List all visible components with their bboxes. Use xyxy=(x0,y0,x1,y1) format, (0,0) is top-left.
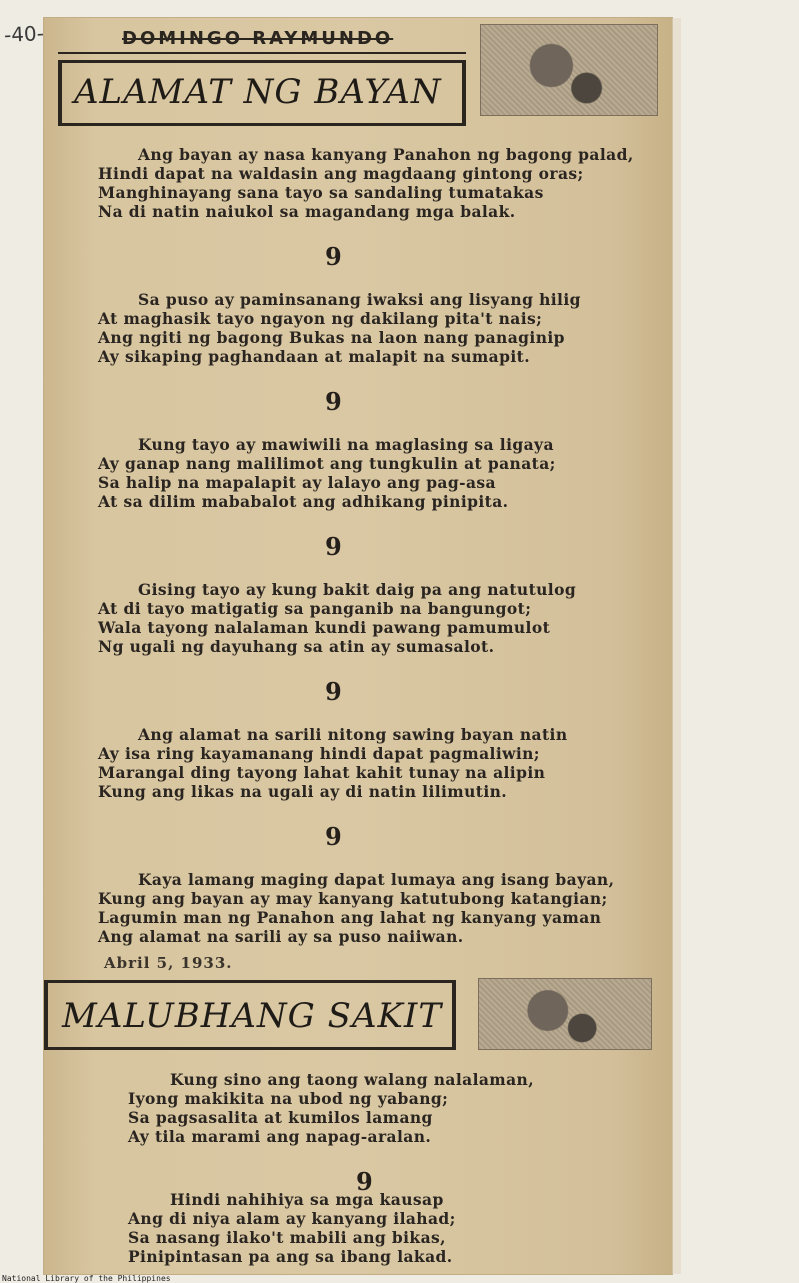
stanza-ornament: 6 xyxy=(325,241,342,270)
poem2-title: MALUBHANG SAKIT xyxy=(62,996,443,1036)
stanza-ornament: 6 xyxy=(325,386,342,415)
author-photo-bottom xyxy=(478,978,652,1050)
poem-line: Iyong makikita na ubod ng yabang; xyxy=(128,1089,449,1108)
poem-line: Hindi dapat na waldasin ang magdaang gintong oras; xyxy=(98,164,584,183)
poem-line: Ang di niya alam ay kanyang ilahad; xyxy=(128,1209,456,1228)
author-photo-top xyxy=(480,24,658,116)
poem-line: Sa pagsasalita at kumilos lamang xyxy=(128,1108,433,1127)
poem-line: Ay isa ring kayamanang hindi dapat pagmaliwin; xyxy=(98,744,540,763)
poem-line: Ang ngiti ng bagong Bukas na laon nang panaginip xyxy=(98,328,565,347)
poem-line: Kung sino ang taong walang nalalaman, xyxy=(170,1070,535,1089)
poem-line: Ang alamat na sarili ay sa puso naiiwan. xyxy=(98,927,464,946)
poem-line: Ay tila marami ang napag-aralan. xyxy=(128,1127,432,1146)
poem-line: Sa halip na mapalapit ay lalayo ang pag-asa xyxy=(98,473,496,492)
stanza-ornament: 6 xyxy=(325,676,342,705)
byline-rule xyxy=(58,52,466,54)
poem-line: At maghasik tayo ngayon ng dakilang pita't nais; xyxy=(98,309,543,328)
poem-line: At sa dilim mababalot ang adhikang pinipita. xyxy=(98,492,509,511)
stanza-ornament: 6 xyxy=(325,531,342,560)
poem-line: Kung ang likas na ugali ay di natin lilimutin. xyxy=(98,782,508,801)
poem-line: Kung tayo ay mawiwili na maglasing sa ligaya xyxy=(138,435,554,454)
stanza-ornament: 6 xyxy=(356,1166,373,1195)
poem-line: Wala tayong nalalaman kundi pawang pamumulot xyxy=(98,618,551,637)
poem-line: Na di natin naiukol sa magandang mga balak. xyxy=(98,202,516,221)
stanza-ornament: 6 xyxy=(325,821,342,850)
poem-line: Ang bayan ay nasa kanyang Panahon ng bagong palad, xyxy=(138,145,634,164)
poem-line: Pinipintasan pa ang sa ibang lakad. xyxy=(128,1247,453,1266)
page-number-note: -40- xyxy=(3,20,45,48)
poem-line: Ang alamat na sarili nitong sawing bayan natin xyxy=(138,725,568,744)
clipping-edge xyxy=(672,18,681,1274)
poem-line: Ay sikaping paghandaan at malapit na sumapit. xyxy=(98,347,531,366)
poem-line: Sa nasang ilako't mabili ang bikas, xyxy=(128,1228,446,1247)
poem1-title: ALAMAT NG BAYAN xyxy=(74,72,442,112)
archive-credit: National Library of the Philippines xyxy=(2,1274,171,1283)
poem-line: Manghinayang sana tayo sa sandaling tumatakas xyxy=(98,183,544,202)
poem-line: Hindi nahihiya sa mga kausap xyxy=(170,1190,444,1209)
poem-line: Sa puso ay paminsanang iwaksi ang lisyang hilig xyxy=(138,290,581,309)
poem1-date: Abril 5, 1933. xyxy=(104,954,233,972)
author-byline: DOMINGO RAYMUNDO xyxy=(122,28,394,49)
poem-line: Gising tayo ay kung bakit daig pa ang natutulog xyxy=(138,580,577,599)
poem-line: Ay ganap nang malilimot ang tungkulin at panata; xyxy=(98,454,556,473)
poem-line: Lagumin man ng Panahon ang lahat ng kanyang yaman xyxy=(98,908,602,927)
poem-line: Ng ugali ng dayuhang sa atin ay sumasalot. xyxy=(98,637,495,656)
poem-line: Kung ang bayan ay may kanyang katutubong katangian; xyxy=(98,889,608,908)
poem-line: Kaya lamang maging dapat lumaya ang isang bayan, xyxy=(138,870,615,889)
poem-line: Marangal ding tayong lahat kahit tunay na alipin xyxy=(98,763,546,782)
poem-line: At di tayo matigatig sa panganib na bangungot; xyxy=(98,599,532,618)
